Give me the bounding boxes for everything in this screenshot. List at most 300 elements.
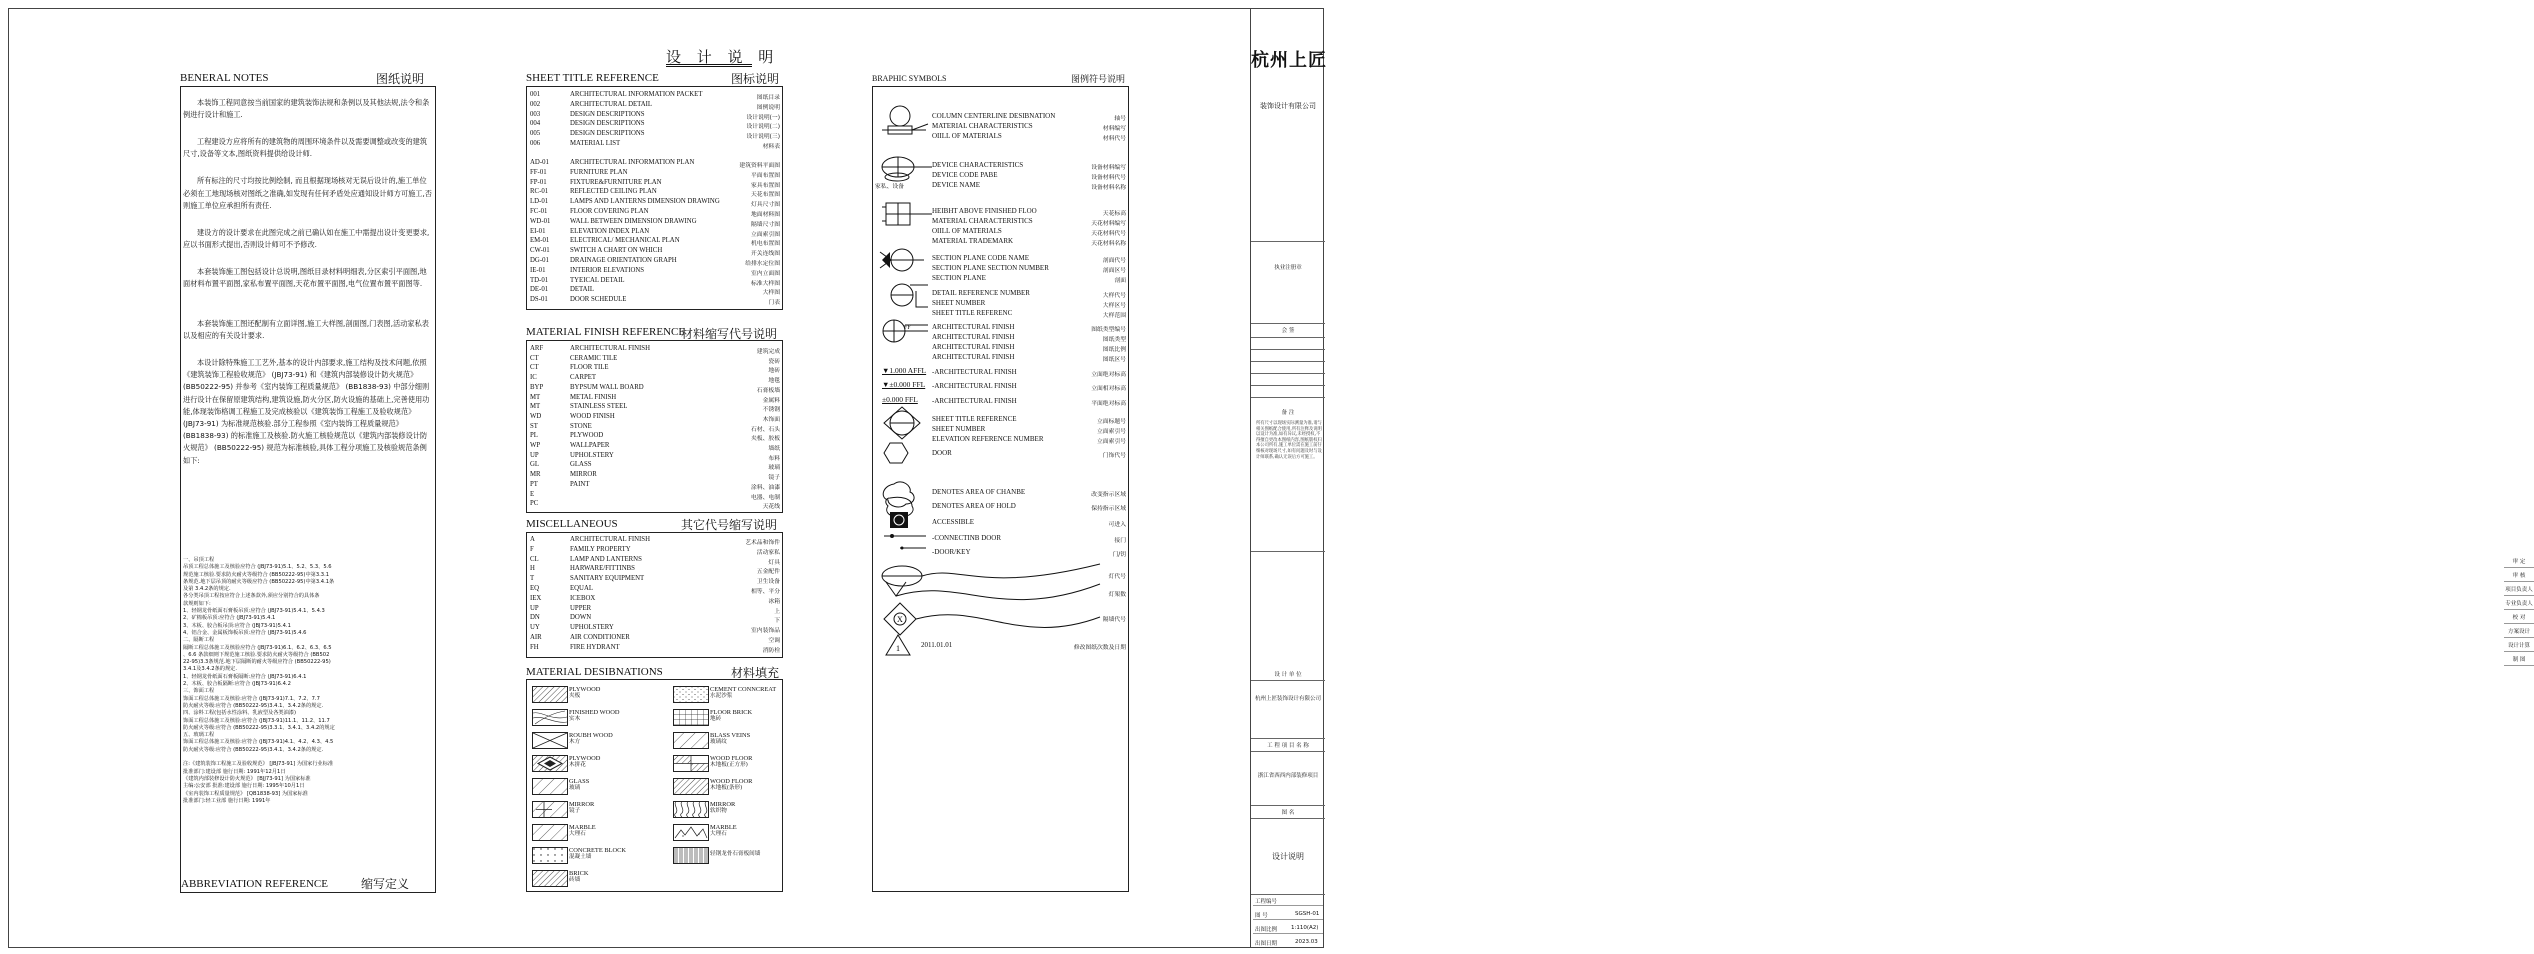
symbol-label-cn: 轴号 <box>1114 116 1126 122</box>
ref-cn: 图例说明 <box>756 104 780 111</box>
symbol-label-en: SHEET NUMBER <box>932 299 986 307</box>
ref-cn: 灯具尺寸图 <box>751 202 780 209</box>
ref-code: MR <box>530 471 541 479</box>
ref-code: 003 <box>530 110 541 118</box>
symbol-label-cn: 保持指示区域 <box>1091 506 1126 512</box>
ref-name: FURNITURE PLAN <box>570 168 628 176</box>
symbol-label-cn: 图纸比例 <box>1102 347 1126 353</box>
level-marker: ±0.000 FFL <box>882 395 918 404</box>
ref-cn: 电器、电制 <box>751 494 780 501</box>
ref-cn: 建筑完成 <box>756 349 780 355</box>
ref-code: 001 <box>530 91 541 98</box>
ref-code: CW-01 <box>530 247 550 255</box>
symbol-label-en: ARCHITECTURAL FINISH <box>932 343 1015 351</box>
design-unit-label: 设 计 单 位 <box>1274 672 1302 678</box>
level-marker: ▼±0.000 FFL <box>882 380 926 389</box>
symbol-label-en: -ARCHITECTURAL FINISH <box>932 368 1017 376</box>
ref-name: FIRE HYDRANT <box>570 643 620 651</box>
symbol-label-en: SHEET TITLE REFERENC <box>932 309 1013 317</box>
ref-cn: 石膏板墙 <box>756 387 780 394</box>
ref-code: FC-01 <box>530 208 548 215</box>
symbol-label-en: DEVICE CODE PABE <box>932 171 998 179</box>
notes-small-line: 一、吊顶工程 <box>183 557 215 563</box>
main-title: 设 计 说 明 <box>666 50 780 66</box>
material-name-en: WOOD FLOOR <box>710 755 753 762</box>
ref-code: AIR <box>530 634 542 641</box>
ref-name: SANITARY EQUIPMENT <box>570 575 645 583</box>
notes-small-line: 3.4.1及3.4.2条的规定. <box>183 666 237 673</box>
material-name-cn: 木地板(正方形) <box>710 762 748 768</box>
ref-name: DESIGN DESCRIPTIONS <box>570 110 645 118</box>
symbol-label-cn: 大样代号 <box>1102 293 1126 299</box>
ref-name: FLOOR TILE <box>570 364 609 372</box>
symbol-label-en: MATERIAL CHARACTERISTICS <box>932 217 1033 225</box>
ref-name: STONE <box>570 422 592 430</box>
material-name-en: MARBLE <box>710 824 737 831</box>
ref-cn: 下 <box>774 618 780 625</box>
ref-code: BYP <box>530 383 544 391</box>
symbol-label-cn: 大样范围 <box>1102 313 1126 319</box>
ref-name: LAMPS AND LANTERNS DIMENSION DRAWING <box>570 198 720 206</box>
material-name-en: GLASS <box>569 778 590 785</box>
ref-cn: 给排水定位图 <box>745 261 780 267</box>
symbol-label-cn: 接门 <box>1114 538 1126 544</box>
general-notes-title: BENERAL NOTES <box>180 72 269 84</box>
symbol-label-en: COLUMN CENTERLINE DESIBNATION <box>932 112 1056 120</box>
material-finish-title-cn: 材料缩写代号说明 <box>681 327 778 341</box>
ref-name: AIR CONDITIONER <box>570 634 630 641</box>
ref-code: IEX <box>530 594 542 602</box>
symbol-label-en: OIILL OF MATERIALS <box>932 132 1002 140</box>
material-name-en: PLYWOOD <box>569 755 601 762</box>
general-notes-title-cn: 图纸说明 <box>376 72 425 86</box>
notes-small-line: 条规范.地下层吊顶的耐火等级应符合 (BB50222-95)中第3.4.1条 <box>183 578 335 585</box>
symbol-label-en: -CONNECTINB DOOR <box>932 534 1002 542</box>
notes-small-line: 批准部门:建设部 施行日期: 1991年12月1日 <box>183 768 286 775</box>
ref-name: DESIGN DESCRIPTIONS <box>570 120 645 128</box>
notes-small-line: 及第 3.4.2条的规定. <box>183 586 231 593</box>
ref-name: METAL FINISH <box>570 393 617 401</box>
ref-code: EM-01 <box>530 237 550 245</box>
ref-code: DE-01 <box>530 286 549 294</box>
ref-cn: 设计说明(二) <box>746 124 780 131</box>
ref-name: INTERIOR ELEVATIONS <box>570 266 645 274</box>
material-name-cn: 木方 <box>569 739 581 745</box>
notes-small-line: 规范施工核验.要求防火耐火等级符合 (BB50222-95)中第3.3.1 <box>183 571 330 578</box>
symbol-label-cn: 剖面代号 <box>1102 258 1126 264</box>
ref-name: STAINLESS STEEL <box>570 403 628 411</box>
notes-small-line: 隔断工程总体施工及核验应符合 (JBJ73-91)6.1、6.2、6.3、6.5 <box>183 644 332 651</box>
ref-code: E <box>530 490 535 498</box>
notes-paragraph: 建设方的设计要求在此图完成之前已确认如在施工中需提出设计变更要求,应以书面形式提出,否则设计师可不予修改. <box>183 228 430 250</box>
ref-cn: 灯具 <box>768 559 780 566</box>
symbol-label-cn: 平面绝对标高 <box>1091 401 1126 407</box>
ref-name: TYEICAL DETAIL <box>570 276 625 284</box>
symbol-label-en: DEVICE NAME <box>932 181 981 189</box>
material-name-en: WOOD FLOOR <box>710 778 753 785</box>
symbol-label-cn: 立面标题号 <box>1097 419 1126 425</box>
drawing-name: 设计说明 <box>1272 852 1304 861</box>
material-name-cn: 砖墙 <box>569 877 581 883</box>
title-role: 设计计算 <box>2504 640 2534 652</box>
symbol-label-en: SECTION PLANE <box>932 274 986 282</box>
notes-small-line: 各分类吊顶工程按应符合上述条款外,须应分别符合的具体条 <box>183 593 320 600</box>
ref-code: PL <box>530 432 538 440</box>
symbol-label-en: -ARCHITECTURAL FINISH <box>932 397 1017 405</box>
ref-name: GLASS <box>570 461 592 469</box>
sheet-title-reference-title-cn: 图标说明 <box>731 72 780 86</box>
notes-small-line: 三、饰面工程 <box>183 688 215 695</box>
level-marker: ▼1.000 AFFL <box>882 366 927 375</box>
symbol-label-cn: 立面索引号 <box>1097 439 1126 445</box>
ref-code: ST <box>530 422 538 430</box>
abbreviation-reference-title: ABBREVIATION REFERENCE <box>181 878 328 890</box>
ref-cn: 消防栓 <box>762 647 780 654</box>
symbol-label-en: DENOTES AREA OF CHANBE <box>932 488 1026 496</box>
sheet-title-reference-title: SHEET TITLE REFERENCE <box>526 72 659 84</box>
drawing-name-label: 图 名 <box>1281 810 1295 816</box>
ref-cn: 玻璃 <box>768 465 780 472</box>
ref-code: RC-01 <box>530 188 549 196</box>
ref-code: FF-01 <box>530 168 547 176</box>
ref-code: PT <box>530 480 538 488</box>
miscellaneous-title: MISCELLANEOUS <box>526 518 618 530</box>
notes-paragraph: 本设计除特殊施工工艺外,基本的设计内部要求,施工结构及技术问题,依照《建筑装饰工程验收规范》 (JBJ73-91) 和《建筑内部装修设计防火规范》 (BB50222-95) 并参考《室内装饰工程质量规范》 (BB1838-93) 中部分细则进行设计在保留原建筑结构,建筑设施,防火分区,防火设施的基础上,完善使用功能,体现装饰格调工程施工及完成核验以《建筑装饰工程施工及验收规范》 (JBJ73-91) 为标准规范核验.部分工程参照《室内装饰工程质量规范》 (BB1838-93) 的标准施工及核验.防火施工核验规范以《建筑内部装修设计防火规范》 (BB50222-95) 规范为标准核验,具体工程分项施工及核验规范条例如下: <box>183 358 430 465</box>
ref-code: WP <box>530 442 541 449</box>
symbol-label-en: MATERIAL CHARACTERISTICS <box>932 122 1033 130</box>
ref-cn: 不锈钢 <box>762 407 780 414</box>
ref-code: 004 <box>530 120 541 128</box>
ref-cn: 设计说明(三) <box>746 134 780 141</box>
ref-name: WALLPAPER <box>570 442 610 449</box>
symbol-label-cn: 可进入 <box>1108 522 1126 528</box>
ref-cn: 活动家私 <box>756 549 780 556</box>
symbol-label-cn: 图纸类型 <box>1102 337 1126 343</box>
ref-code: CL <box>530 555 539 563</box>
notes-small-line: 二、隔断工程 <box>183 637 215 644</box>
ref-cn: 冰箱 <box>768 598 780 605</box>
symbol-label-en: DOOR <box>932 449 952 457</box>
ref-cn: 地面材料图 <box>751 212 780 218</box>
material-name-cn: 大理石 <box>710 831 727 837</box>
notes-small-line: 《建筑内部装修设计防火规范》 [BJJ73-91] 为国家标准 <box>183 775 311 782</box>
material-name-cn: 木地板(条形) <box>710 785 743 791</box>
ref-cn: 相等、平分 <box>751 589 780 595</box>
ref-code: WD <box>530 412 542 420</box>
symbol-label-cn: 设备材料名称 <box>1091 185 1126 191</box>
ref-name: DESIGN DESCRIPTIONS <box>570 130 645 138</box>
symbol-label-cn: 图纸区号 <box>1102 357 1126 363</box>
graphic-symbols-title: BRAPHIC SYMBOLS <box>872 74 947 83</box>
ref-code: 005 <box>530 130 541 138</box>
main-title-underline <box>666 64 752 67</box>
material-name-cn: 混凝土墙 <box>569 854 592 860</box>
material-swatch <box>673 801 709 818</box>
ref-cn: 石材、石头 <box>751 426 780 433</box>
material-name-en: FINISHED WOOD <box>569 709 620 716</box>
symbol-label-en: SHEET NUMBER <box>932 425 986 433</box>
ref-cn: 室内装饰品 <box>751 628 780 635</box>
symbol-label-cn: 立面索引号 <box>1097 429 1126 435</box>
material-swatch <box>673 778 709 795</box>
ref-cn: 地砖 <box>768 368 780 375</box>
symbol-label-cn: 天花标高 <box>1102 211 1126 217</box>
symbol-label-en: DETAIL REFERENCE NUMBER <box>932 289 1030 297</box>
material-name-en: MIRROR <box>569 801 595 808</box>
miscellaneous-box <box>526 532 783 658</box>
notes-small-line: 3、木板、胶合板吊顶:应符合 (JBJ73-91)5.4.1 <box>183 622 291 629</box>
notes-paragraph: 本套装饰施工图还配制有立面详图,施工大样图,剖面图,门表图,活动家私表以及相应的有关设计要求. <box>183 318 429 340</box>
ref-cn: 墙纸 <box>768 446 780 452</box>
notes-paragraph: 本装饰工程同意按当前国家的建筑装饰法规和条例以及其他法规,法令和条例进行设计和施工. <box>183 98 430 120</box>
notes-small-line: 1、轻钢龙骨纸面石膏板隔断:应符合 (JBJ73-91)6.4.1 <box>183 673 307 680</box>
symbol-label-cn: 天花材料代号 <box>1091 231 1126 237</box>
ref-name: DRAINAGE ORIENTATION GRAPH <box>570 257 677 264</box>
notes-small-line: 4、铝合金、金属板饰板吊顶:应符合 (JBJ73-91)5.4.6 <box>183 629 307 636</box>
remarks-label: 备 注 <box>1281 410 1295 416</box>
ref-code: EI-01 <box>530 227 546 235</box>
symbol-label-en: DEVICE CHARACTERISTICS <box>932 161 1024 169</box>
project-name-label: 工 程 项 目 名 称 <box>1267 743 1309 749</box>
material-finish-box <box>526 340 783 513</box>
notes-paragraph: 本套装饰施工图包括设计总说明,图纸目录材料明细表,分区索引平面图,地面材料布置平面图,家私布置平面图,天花布置平面图,电气位置布置平面图等. <box>183 267 427 289</box>
symbol-label-en: ARCHITECTURAL FINISH <box>932 323 1015 331</box>
ref-code: DN <box>530 614 540 622</box>
title-role: 审 定 <box>2504 556 2534 568</box>
ref-code: GL <box>530 461 540 469</box>
notes-small-line: 防火耐火等级:应符合 (BB50222-95)3.4.1、3.4.2条的规定. <box>183 746 324 753</box>
ref-code: 002 <box>530 100 541 108</box>
ref-cn: 隔墙尺寸图 <box>751 221 780 228</box>
symbol-label-cn: 隔墙代号 <box>1102 617 1126 623</box>
ref-name: CARPET <box>570 374 597 382</box>
ref-name: DETAIL <box>570 286 594 294</box>
svg-text:FF: FF <box>904 325 911 331</box>
ref-cn: 建筑资料平面图 <box>739 163 780 169</box>
ref-name: ARCHITECTURAL INFORMATION PACKET <box>570 91 703 98</box>
design-unit: 杭州上匠装饰设计有限公司 <box>1254 696 1321 702</box>
notes-small-line: 2、木板、胶合板隔断:应符合 (JBJ73-91)6.4.2 <box>183 681 291 688</box>
ref-name: REFLECTED CEILING PLAN <box>570 188 657 196</box>
ref-cn: 布料 <box>768 455 780 462</box>
ref-name: ARCHITECTURAL INFORMATION PLAN <box>570 159 695 166</box>
material-designations-title: MATERIAL DESIBNATIONS <box>526 666 663 678</box>
seal-label: 执业注册章 <box>1274 265 1302 271</box>
notes-small-line: 防火耐火等级:应符合 (BB50222-95)3.3.1、3.4.1、3.4.2的规定 <box>183 724 335 731</box>
material-name-cn: 轻钢龙骨石膏板间墙 <box>710 851 761 857</box>
ref-name: ARCHITECTURAL FINISH <box>570 536 650 543</box>
material-name-cn: 玻璃纹 <box>710 739 727 745</box>
ref-code: ARF <box>530 345 544 352</box>
material-swatch <box>673 709 709 726</box>
symbol-label-cn: 改变指示区域 <box>1091 492 1126 498</box>
ref-name: ICEBOX <box>570 594 596 602</box>
notes-small-line: 注:《建筑装饰工程施工及验收规范》 [JBJ73-91] 为国家行业标准 <box>183 761 334 768</box>
material-swatch <box>532 801 568 818</box>
ref-code: WD-01 <box>530 217 551 225</box>
material-swatch <box>673 755 709 772</box>
notes-small-line: 款规则如下: <box>183 600 211 607</box>
ref-code: UP <box>530 604 539 612</box>
symbol-label-cn: 门/钥 <box>1112 552 1126 558</box>
symbol-label-en: HEIBHT ABOVE FINISHED FLOO <box>932 207 1037 215</box>
title-role: 制 图 <box>2504 654 2534 666</box>
ref-cn: 立面索引图 <box>751 231 780 238</box>
ref-name: FIXTURE&FURNITURE PLAN <box>570 178 662 186</box>
material-swatch <box>673 824 709 841</box>
material-designations-title-cn: 材料填充 <box>731 666 780 680</box>
material-name-en: ROUBH WOOD <box>569 732 613 739</box>
symbol-label-cn: 立面相对标高 <box>1091 386 1126 392</box>
ref-name: WOOD FINISH <box>570 412 615 420</box>
material-name-cn: 实木 <box>569 716 581 722</box>
symbol-label-cn: 立面绝对标高 <box>1091 372 1126 378</box>
ref-code: FP-01 <box>530 178 547 186</box>
material-swatch <box>532 709 568 726</box>
ref-name: UPHOLSTERY <box>570 451 614 459</box>
ref-name: HARWARE/FITTINBS <box>570 565 635 573</box>
symbol-label-cn: 材料代号 <box>1102 136 1126 142</box>
ref-name: WALL BETWEEN DIMENSION DRAWING <box>570 217 697 225</box>
symbol-label-cn: 门饰代号 <box>1102 453 1126 459</box>
material-swatch <box>673 686 709 703</box>
material-name-en: BLASS VEINS <box>710 732 751 739</box>
symbol-label-cn: 图纸类型编号 <box>1091 327 1126 333</box>
graphic-symbol <box>880 201 930 247</box>
ref-code: DG-01 <box>530 257 549 264</box>
material-swatch <box>532 778 568 795</box>
symbol-label-cn: 灯架数 <box>1108 592 1126 598</box>
ref-name: ELECTRICAL/ MECHANICAL PLAN <box>570 237 680 245</box>
symbol-label-en: ACCESSIBLE <box>932 518 975 526</box>
notes-small-line: 22-95)3.3条规范.地下层隔断的耐火等级应符合 (BB50222-95) <box>183 659 331 666</box>
ref-cn: 金属料 <box>762 397 780 404</box>
symbol-label-cn: 剖面区号 <box>1102 268 1126 274</box>
title-role: 项目负责人 <box>2504 584 2534 596</box>
title-role: 专业负责人 <box>2504 598 2534 610</box>
notes-small-line: 1、轻钢龙骨纸面石膏板吊顶:应符合 (JBJ73-91)5.4.1、5.4.3 <box>183 608 325 615</box>
material-name-cn: 夹板 <box>569 693 581 699</box>
ref-code: EQ <box>530 585 540 592</box>
symbol-label-cn: 设备材料编写 <box>1091 165 1126 171</box>
notes-small-line: 主编:公安部 批准:建设部 施行日期: 1995年10月1日 <box>183 783 305 790</box>
notes-paragraph: 所有标注的尺寸均按比例绘制, 而且根据现场核对无误后设计的,施工单位必须在工地现场核对图纸之准确,如发现有任何矛盾处应通知设计师方可施工,否则施工单位应承担所有责任. <box>183 176 432 210</box>
ref-name: MATERIAL LIST <box>570 140 621 147</box>
remarks-text: 所有尺寸以现场实际测量为准,请与相关图纸配合使用,所有注释及说明以设计为准,如有异议,未经授权,不得擅自更改本图纸内容,图纸版权归本公司所有,施工单位需在施工前仔细核对现场尺寸,如有问题及时与设计师联系,确认无误后方可施工。 <box>1256 421 1322 460</box>
material-swatch <box>673 732 709 749</box>
ref-code: MT <box>530 393 541 401</box>
material-swatch <box>532 732 568 749</box>
ref-cn: 门表 <box>768 300 780 307</box>
graphic-symbol <box>880 317 930 363</box>
notes-small-line: 2、矿棉板吊顶:应符合 (JBJ73-91)5.4.1 <box>183 615 276 622</box>
material-swatch <box>673 847 709 864</box>
ref-cn: 家具布置图 <box>751 182 780 189</box>
ref-cn: 涂料、油漆 <box>751 484 780 491</box>
symbol-label-en: ARCHITECTURAL FINISH <box>932 333 1015 341</box>
symbol-label-cn: 修改图纸次数及日期 <box>1073 645 1126 651</box>
ref-name: DOOR SCHEDULE <box>570 296 627 304</box>
material-name-cn: 镜子 <box>569 808 581 814</box>
material-name-cn: 木拼花 <box>569 762 586 768</box>
ref-code: AD-01 <box>530 159 549 166</box>
ref-code: 006 <box>530 140 541 147</box>
notes-small-line: 《室内装饰工程质量规范》 [QB1838-93] 为国家标准 <box>183 790 308 797</box>
material-name-en: BRICK <box>569 870 589 877</box>
ref-name: ARCHITECTURAL DETAIL <box>570 100 653 108</box>
ref-name: MIRROR <box>570 471 597 479</box>
ref-name: PAINT <box>570 480 590 488</box>
material-name-en: CONCRETE BLOCK <box>569 847 626 854</box>
symbol-label-cn: 设备材料代号 <box>1091 175 1126 181</box>
ref-cn: 五金配件 <box>756 569 780 576</box>
notes-small-block <box>183 557 433 805</box>
material-name-en: FLOOR BRICK <box>710 709 753 716</box>
ref-cn: 夹板、胶板 <box>751 436 780 443</box>
ref-name: DOWN <box>570 614 592 622</box>
notes-small-line: 饰面工程总体施工及核验:应符合 (JBJ73-91)11.1、11.2、11.7 <box>183 717 330 724</box>
ref-cn: 开关连线图 <box>751 251 780 258</box>
notes-small-line: 饰面工程总体施工及核验:应符合 (JBJ73-91)7.1、7.2、7.7 <box>183 695 320 702</box>
ref-code: CT <box>530 354 539 362</box>
symbol-label-cn: 剖面 <box>1114 278 1126 284</box>
ref-cn: 艺术品和饰件 <box>745 540 780 546</box>
material-finish-title: MATERIAL FINISH REFERENCE <box>526 326 686 338</box>
material-name-cn: 软织物 <box>710 808 727 814</box>
abbreviation-reference-title-cn: 缩写定义 <box>361 877 410 891</box>
ref-cn: 机电布置图 <box>751 241 780 248</box>
material-name-en: CEMENT CONNCREAT <box>710 686 777 693</box>
ref-cn: 空调 <box>768 638 780 644</box>
ref-cn: 木饰面 <box>762 416 780 423</box>
ref-cn: 天花布置图 <box>751 192 780 199</box>
scale-row: 出图比例 1:110(A2) <box>1253 922 1323 934</box>
ref-name: SWITCH A CHART ON WHICH <box>570 247 663 255</box>
graphic-symbol <box>880 155 930 201</box>
symbol-label-en: OIILL OF MATERIALS <box>932 227 1002 235</box>
project-no-row: 工程编号 <box>1253 894 1323 906</box>
ref-cn: 设计说明(一) <box>746 114 780 121</box>
ref-cn: 天花线 <box>762 504 780 511</box>
material-name-en: PLYWOOD <box>569 686 601 693</box>
symbol-label-en: -ARCHITECTURAL FINISH <box>932 382 1017 390</box>
ref-cn: 地毯 <box>768 378 780 385</box>
title-role: 校 对 <box>2504 612 2534 624</box>
material-swatch <box>532 870 568 887</box>
miscellaneous-title-cn: 其它代号缩写说明 <box>681 518 778 532</box>
symbol-label-en: ELEVATION REFERENCE NUMBER <box>932 435 1044 443</box>
ref-code: F <box>530 545 534 553</box>
project-name: 浙江省西西内部装修项目 <box>1257 773 1319 779</box>
graphic-symbols-title-cn: 图例符号说明 <box>1071 75 1126 85</box>
ref-cn: 卫生设备 <box>756 579 780 586</box>
ref-code: PC <box>530 500 539 508</box>
material-name-en: MARBLE <box>569 824 596 831</box>
ref-name: CERAMIC TILE <box>570 354 618 362</box>
ref-code: IE-01 <box>530 266 546 274</box>
symbol-label-cn: 灯代号 <box>1108 574 1126 580</box>
ref-name: LAMP AND LANTERNS <box>570 555 642 563</box>
symbol-label-en: -DOOR/KEY <box>932 548 971 556</box>
company-subtitle: 装饰设计有限公司 <box>1260 102 1316 110</box>
material-name-en: MIRROR <box>710 801 736 808</box>
date-row: 出图日期 2023.03 <box>1255 939 1318 947</box>
ref-code: CT <box>530 364 539 372</box>
ref-cn: 图纸目录 <box>756 95 780 101</box>
ref-name: BYPSUM WALL BOARD <box>570 383 644 391</box>
notes-small-line: 批准部门:轻工业部 施行日期: 1991年 <box>183 797 271 804</box>
ref-cn: 标准大样图 <box>751 280 780 287</box>
